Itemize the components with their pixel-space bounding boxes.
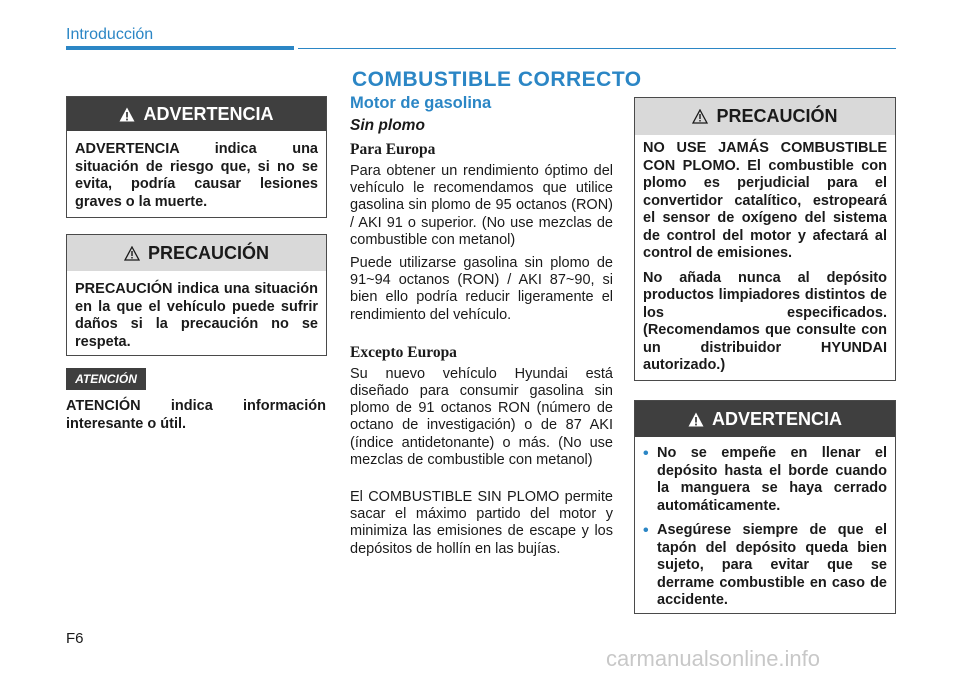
except-europe-paragraph-1: Su nuevo vehículo Hyundai está diseñado para consumir gasolina sin plomo de 91 octanos RON (número de octano de investigación) o de 87 AKI (índice antidetonante) o más. (No use mezclas de combustible con metanol): [350, 365, 613, 468]
precaucion-right-paragraph-2: No añada nunca al depósito productos limpiadores distintos de los especificados. (Recomendamos que consulte con un distribuidor HYUNDAI autorizado.): [643, 269, 887, 373]
middle-column: [350, 94, 613, 564]
watermark: carmanualsonline.info: [606, 646, 821, 671]
list-item: • Asegúrese siempre de que el tapón del depósito queda bien sujeto, para evitar que se derrame combustible en caso de accidente.: [643, 522, 887, 610]
except-europe-heading: Excepto Europa: [350, 343, 457, 361]
page-title: COMBUSTIBLE CORRECTO: [352, 68, 642, 91]
header-rule-thin: [298, 48, 896, 49]
precaucion-box-title: PRECAUCIÓN: [147, 242, 269, 263]
warning-outline-icon: [692, 109, 708, 124]
precaucion-box-text: PRECAUCIÓN indica una situación en la que el vehículo puede sufrir daños si la precaución no se respeta.: [75, 281, 318, 350]
warning-filled-icon: [119, 107, 135, 122]
warning-filled-icon: [688, 412, 704, 427]
advertencia-box-header: [67, 97, 326, 131]
precaucion-box-right-title: PRECAUCIÓN: [716, 106, 838, 126]
atencion-text: ATENCIÓN indica información interesante o útil.: [66, 398, 326, 432]
unleaded-subheading: Sin plomo: [350, 117, 425, 134]
advertencia-list: [643, 445, 887, 610]
precaucion-box-right-header: [635, 98, 895, 135]
europe-heading: Para Europa: [350, 141, 436, 158]
header-rule-thick: [66, 46, 294, 50]
precaucion-box-right: [634, 97, 896, 381]
section-title: Introducción: [66, 26, 154, 43]
precaucion-box-right-body: [635, 135, 895, 375]
advertencia-box-right: [634, 400, 896, 614]
precaucion-box-header: [67, 235, 326, 271]
advertencia-box-right-header: [635, 401, 895, 437]
europe-paragraph-1: Para obtener un rendimiento óptimo del vehículo le recomendamos que utilice gasolina sin plomo de 95 octanos (RON) / AKI 91 o superior. (No use mezclas de combustible con metanol): [350, 163, 613, 248]
advertencia-box-text: ADVERTENCIA indica una situación de riesgo que, si no se evita, podría causar lesiones graves o la muerte.: [75, 141, 318, 210]
list-item: • No se empeñe en llenar el depósito hasta el borde cuando la manguera se haya cerrado automáticamente.: [643, 445, 887, 515]
advertencia-box-right-body: [635, 437, 895, 610]
advertencia-box-body: [67, 131, 326, 211]
page-number: F6: [66, 630, 84, 647]
advertencia-box-left: [66, 96, 327, 218]
advertencia-box-title: ADVERTENCIA: [143, 103, 274, 124]
precaucion-box-left: [66, 234, 327, 356]
precaucion-right-paragraph-1: NO USE JAMÁS COMBUSTIBLE CON PLOMO. El combustible con plomo es perjudicial para el convertidor catalítico, estropeará el sensor de oxígeno del sistema de control del motor y afectará al control de emisiones.: [643, 140, 887, 261]
warning-outline-icon: [124, 246, 140, 261]
europe-paragraph-2: Puede utilizarse gasolina sin plomo de 91~94 octanos (RON) / AKI 87~90, si bien ello podría reducir ligeramente el rendimiento del vehículo.: [350, 255, 613, 323]
precaucion-box-body: [67, 271, 326, 351]
engine-heading: Motor de gasolina: [350, 94, 492, 112]
except-europe-paragraph-2: El COMBUSTIBLE SIN PLOMO permite sacar el máximo partido del motor y minimiza las emisiones de escape y los depósitos de hollín en las bujías.: [350, 489, 613, 557]
atencion-badge: ATENCIÓN: [66, 368, 146, 390]
advertencia-box-right-title: ADVERTENCIA: [711, 408, 842, 429]
